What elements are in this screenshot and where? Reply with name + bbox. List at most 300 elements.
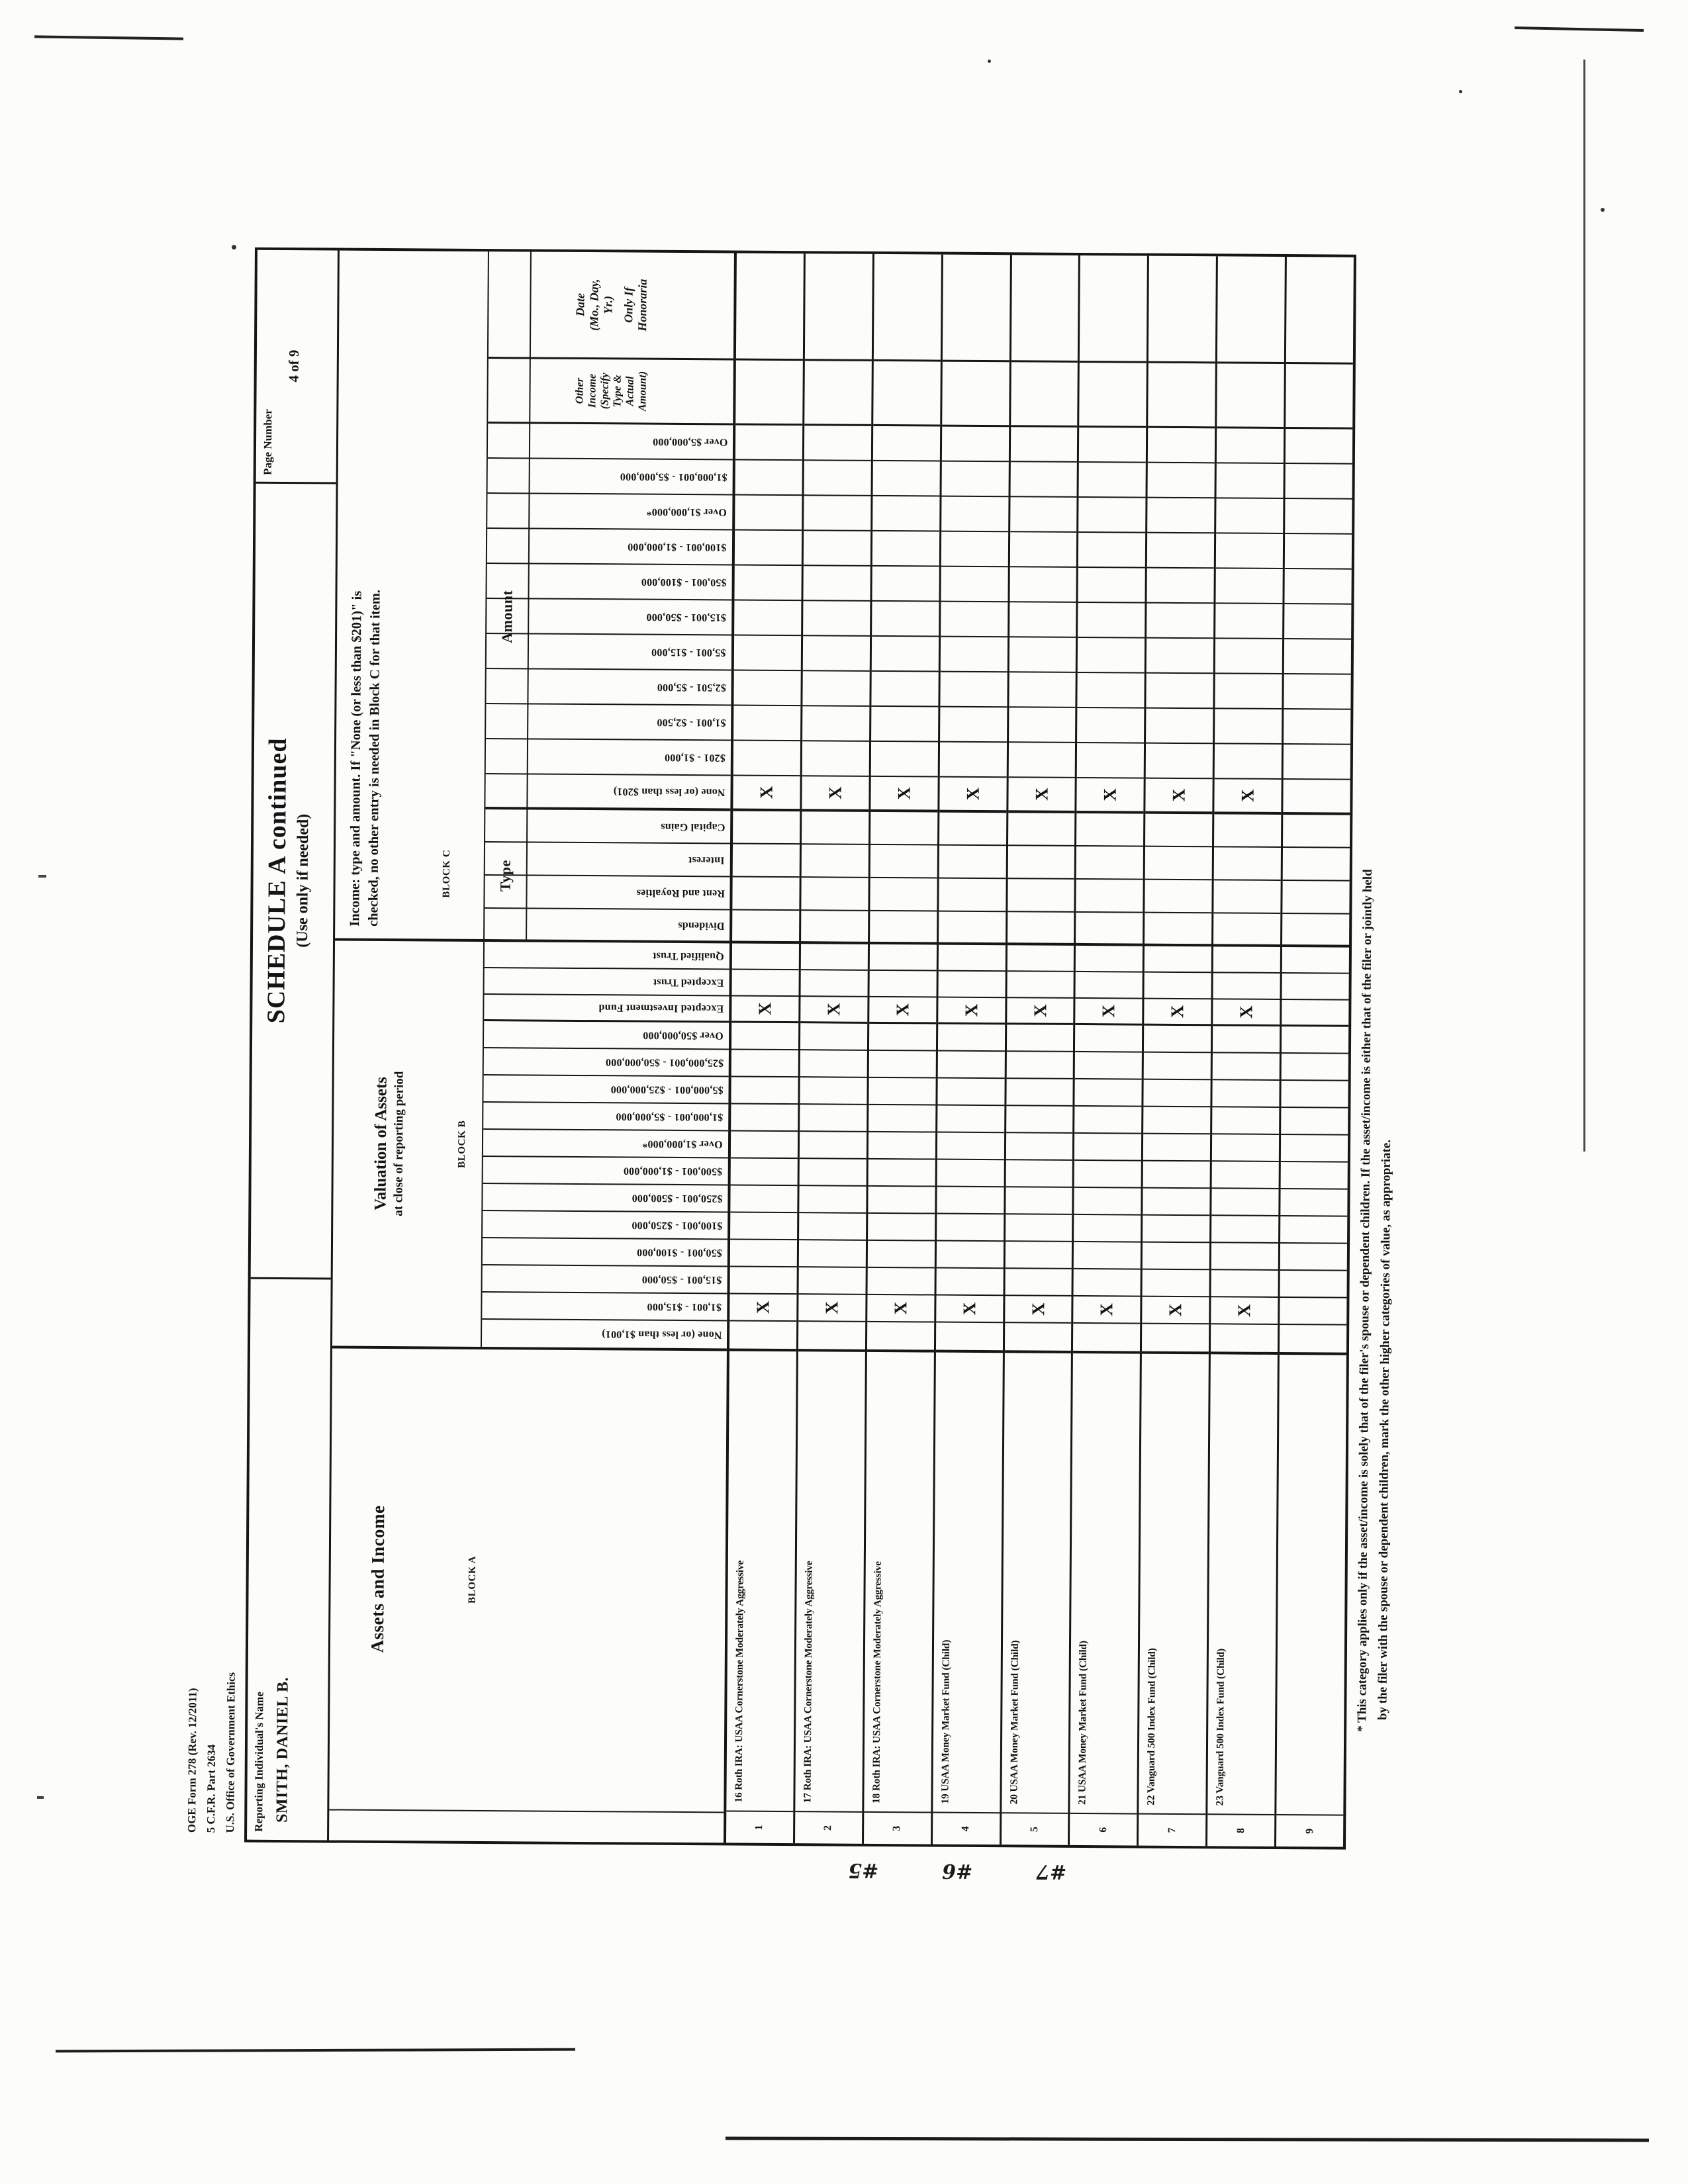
grid-cell-5-000-001-25-000-000 [868, 1078, 935, 1106]
grid-cell-1-001-2-500 [1215, 709, 1282, 745]
asset-name-cell [1002, 1350, 1072, 1814]
grid-cell-date [874, 254, 941, 362]
grid-cell-250-001-500-000 [799, 1186, 866, 1214]
x-mark-excepted-investment-fund: X [1007, 998, 1074, 1025]
grid-cell-excepted-trust [1213, 973, 1280, 1000]
grid-cell-1-000-001-5-000-000 [1143, 1107, 1210, 1135]
grid-cell-over-1-000-000 [1147, 498, 1214, 534]
asset-name-cell [1276, 1352, 1346, 1816]
grid-cell-1-001-2-500 [1009, 707, 1076, 743]
grid-cell-over-1-000-000 [1285, 499, 1352, 535]
grid-cell-over-50-000-000 [731, 1023, 798, 1050]
grid-cell-1-000-001-5-000-000 [868, 1105, 935, 1133]
grid-cell-250-001-500-000 [868, 1187, 935, 1214]
asset-name: 21 USAA Money Market Fund (Child) [1076, 1641, 1090, 1805]
grid-cell-201-1-000 [870, 742, 937, 778]
income-type-column-header-interest [485, 842, 730, 877]
other-income-header-line: Actual [623, 376, 636, 406]
handwritten-annotation: #7 [1036, 1860, 1067, 1884]
grid-cell-qualified-trust [1145, 946, 1211, 974]
x-mark-1-001-15-000: X [1074, 1297, 1141, 1324]
x-mark-none-or-less-than-201: X [1008, 778, 1075, 813]
grid-cell-other-income [942, 362, 1009, 428]
income-type-column-header-capital-gains [485, 809, 730, 844]
grid-cell-interest [1283, 848, 1350, 882]
form-id-header [182, 1672, 241, 1833]
income-type-group-header: Type [496, 860, 514, 892]
grid-cell-over-1-000-000 [1281, 1135, 1348, 1163]
scan-artifact-line [56, 2048, 575, 2053]
valuation-column-header-25-000-001-50-000-000 [484, 1048, 729, 1077]
date-column-header [489, 251, 734, 360]
grid-cell-250-001-500-000 [1074, 1188, 1141, 1216]
grid-cell-excepted-investment-fund [1282, 1000, 1348, 1027]
column-label: $100,001 - $250,000 [631, 1219, 723, 1232]
grid-cell-50-001-100-000 [734, 566, 801, 602]
grid-cell-date [1149, 256, 1216, 364]
scan-artifact-speck [988, 60, 991, 63]
grid-cell-over-5-000-000 [873, 426, 940, 462]
income-amount-column-header-5-001-15-000 [487, 634, 731, 670]
grid-cell-5-001-15-000 [1147, 639, 1213, 674]
grid-cell-other-income [1149, 363, 1216, 429]
column-label: Excepted Trust [653, 976, 724, 989]
grid-cell-15-001-50-000 [867, 1268, 934, 1296]
date-header-line: (Mo., Day, [586, 279, 601, 331]
grid-cell-15-001-50-000 [1215, 604, 1282, 639]
reporting-name-value: SMITH, DANIEL B. [273, 1676, 292, 1823]
scan-artifact-speck [38, 875, 46, 878]
grid-cell-15-001-50-000 [936, 1269, 1003, 1297]
grid-cell-1-001-2-500 [1077, 708, 1144, 744]
column-label: $500,001 - $1,000,000 [624, 1165, 723, 1177]
grid-cell-100-001-250-000 [1280, 1216, 1347, 1244]
column-label: $201 - $1,000 [664, 752, 726, 764]
grid-cell-1-000-001-5-000-000 [800, 1105, 867, 1132]
grid-cell-1-001-2-500 [733, 706, 800, 742]
row-number: 5 [1029, 1826, 1041, 1833]
grid-cell-250-001-500-000 [1280, 1189, 1347, 1217]
grid-cell-1-001-2-500 [940, 707, 1007, 743]
grid-cell-interest [1076, 846, 1143, 880]
grid-cell-1-000-001-5-000-000 [872, 461, 939, 497]
valuation-column-header-over-50-000-000 [484, 1021, 729, 1050]
grid-cell-250-001-500-000 [937, 1187, 1004, 1215]
grid-cell-50-001-100-000 [1005, 1242, 1072, 1269]
grid-cell-100-001-250-000 [799, 1213, 866, 1241]
column-label: Over $1,000,000* [646, 506, 727, 518]
grid-cell-none-or-less-than-1-001 [1073, 1324, 1140, 1351]
grid-cell-201-1-000 [1008, 743, 1075, 778]
grid-cell-over-1-000-000 [1212, 1134, 1279, 1162]
grid-cell-over-1-000-000 [1074, 1134, 1141, 1161]
grid-cell-over-1-000-000 [1216, 498, 1283, 534]
grid-cell-qualified-trust [732, 943, 799, 970]
grid-cell-interest [733, 844, 800, 878]
grid-cell-25-000-001-50-000-000 [868, 1051, 935, 1079]
x-mark-none-or-less-than-201: X [733, 776, 800, 812]
x-mark-1-001-15-000: X [936, 1296, 1003, 1324]
grid-cell-100-001-250-000 [1143, 1216, 1209, 1244]
x-mark-none-or-less-than-201: X [870, 777, 937, 813]
income-amount-column-header-1-001-2-500 [486, 704, 731, 741]
grid-cell-15-001-50-000 [1284, 604, 1351, 640]
asset-row [1207, 256, 1287, 1846]
grid-cell-other-income [735, 361, 803, 426]
grid-cell-500-001-1-000-000 [1281, 1162, 1348, 1190]
grid-cell-5-000-001-25-000-000 [1144, 1080, 1211, 1108]
income-amount-column-header-over-5-000-000 [488, 424, 733, 460]
column-label: $100,001 - $1,000,000 [628, 541, 727, 553]
column-label: $250,001 - $500,000 [632, 1192, 723, 1205]
grid-cell-rent-and-royalties [1008, 879, 1074, 913]
asset-name: 23 Vanguard 500 Index Fund (Child) [1214, 1648, 1227, 1806]
grid-cell-capital-gains [802, 811, 868, 845]
valuation-column-header-1-000-001-5-000-000 [483, 1103, 728, 1131]
grid-cell-5-001-15-000 [734, 636, 801, 672]
grid-cell-over-5-000-000 [1148, 428, 1215, 464]
grid-cell-interest [1214, 847, 1281, 881]
grid-cell-5-001-15-000 [1215, 639, 1282, 674]
column-label: Capital Gains [660, 821, 726, 833]
grid-cell-interest [1145, 847, 1212, 881]
column-header-band [329, 251, 737, 1843]
grid-cell-100-001-250-000 [730, 1212, 797, 1240]
grid-cell-5-001-15-000 [872, 637, 939, 672]
reporting-name-label: Reporting Individual's Name [252, 1692, 266, 1832]
asset-name: 22 Vanguard 500 Index Fund (Child) [1145, 1648, 1158, 1805]
grid-cell-capital-gains [1076, 813, 1143, 847]
grid-cell-2-501-5-000 [733, 671, 800, 707]
scan-artifact-speck [1601, 208, 1605, 212]
grid-cell-500-001-1-000-000 [868, 1160, 935, 1187]
grid-cell-excepted-trust [800, 970, 867, 997]
page-number-label: Page Number [261, 409, 275, 475]
grid-cell-500-001-1-000-000 [1006, 1160, 1072, 1188]
grid-cell-capital-gains [870, 812, 937, 846]
row-number: 1 [753, 1825, 765, 1831]
grid-cell-15-001-50-000 [1005, 1269, 1072, 1297]
grid-cell-qualified-trust [1213, 946, 1280, 974]
grid-cell-dividends [1213, 913, 1280, 947]
table-header-row [247, 250, 340, 1841]
block-c-header-cell [335, 251, 488, 942]
grid-cell-1-001-2-500 [802, 706, 869, 742]
x-mark-1-001-15-000: X [798, 1295, 865, 1322]
grid-cell-100-001-1-000-000 [735, 531, 802, 567]
asset-rows [726, 253, 1354, 1847]
block-b-c-header-area [332, 251, 734, 1349]
grid-cell-15-001-50-000 [941, 602, 1008, 638]
income-amount-column-header-50-001-100-000 [487, 564, 731, 600]
grid-cell-none-or-less-than-201 [1283, 780, 1350, 815]
grid-cell-15-001-50-000 [1074, 1269, 1141, 1297]
grid-cell-500-001-1-000-000 [1074, 1161, 1141, 1189]
grid-cell-over-50-000-000 [1007, 1024, 1074, 1052]
asset-name-cell [933, 1350, 1003, 1814]
valuation-column-header-excepted-trust [484, 968, 729, 996]
column-label: $5,000,001 - $25,000,000 [610, 1083, 724, 1096]
grid-cell-over-1-000-000 [941, 497, 1008, 533]
other-income-header-line: Other [573, 377, 586, 404]
block-c-instruction-line: Income: type and amount. If "None (or less than $201)" is [348, 590, 365, 927]
grid-cell-capital-gains [1214, 814, 1281, 848]
valuation-column-header-none-or-less-than-1-001 [482, 1320, 727, 1348]
grid-cell-over-5-000-000 [804, 426, 871, 461]
grid-cell-capital-gains [1283, 815, 1350, 848]
grid-cell-1-000-001-5-000-000 [1212, 1107, 1279, 1135]
grid-cell-100-001-1-000-000 [1078, 533, 1145, 569]
grid-cell-capital-gains [1145, 814, 1212, 848]
column-label: None (or less than $201) [613, 786, 726, 798]
column-label: $15,001 - $50,000 [641, 1274, 722, 1286]
grid-cell-none-or-less-than-1-001 [729, 1321, 796, 1349]
grid-cell-50-001-100-000 [1078, 568, 1145, 604]
grid-cell-1-001-2-500 [1284, 709, 1350, 745]
grid-cell-date [736, 253, 804, 361]
grid-cell-none-or-less-than-1-001 [1211, 1324, 1278, 1352]
grid-cell-1-000-001-5-000-000 [1006, 1106, 1073, 1134]
grid-cell-date [1217, 256, 1285, 364]
x-mark-excepted-investment-fund: X [800, 997, 867, 1024]
column-label: Interest [688, 854, 725, 866]
grid-cell-interest [1008, 846, 1074, 880]
row-number-column-header [329, 1809, 724, 1843]
column-label: $25,000,001 - $50,000,000 [605, 1056, 724, 1069]
asset-name: 18 Roth IRA: USAA Cornerstone Moderately Aggressive [870, 1561, 884, 1804]
grid-cell-50-001-100-000 [941, 567, 1008, 603]
grid-cell-1-000-001-5-000-000 [731, 1104, 798, 1132]
grid-cell-201-1-000 [939, 743, 1006, 778]
column-label: Dividends [677, 919, 725, 932]
income-amount-column-header-100-001-1-000-000 [487, 529, 732, 565]
grid-cell-15-001-50-000 [1280, 1271, 1347, 1298]
other-income-header-line: Type & [610, 375, 624, 408]
valuation-column-header-qualified-trust [485, 942, 729, 970]
row-number: 7 [1166, 1827, 1178, 1833]
grid-cell-over-5-000-000 [1217, 428, 1284, 464]
valuation-column-header-100-001-250-000 [483, 1211, 727, 1240]
grid-cell-2-501-5-000 [802, 671, 869, 707]
grid-cell-15-001-50-000 [872, 602, 939, 637]
column-label: Excepted Investment Fund [598, 1002, 724, 1015]
grid-cell-100-001-1-000-000 [941, 532, 1008, 568]
grid-cell-250-001-500-000 [1006, 1187, 1072, 1215]
other-income-header-line: (Specify [598, 373, 611, 410]
asset-name-cell [1208, 1351, 1278, 1815]
grid-cell-none-or-less-than-1-001 [1280, 1325, 1346, 1353]
grid-cell-over-1-000-000 [804, 496, 870, 531]
grid-cell-1-000-001-5-000-000 [1281, 1108, 1348, 1136]
grid-cell-201-1-000 [1146, 744, 1213, 780]
grid-cell-excepted-trust [1282, 974, 1349, 1001]
grid-cell-50-001-100-000 [803, 566, 870, 602]
block-c-label: BLOCK C [441, 849, 452, 898]
asset-name: 16 Roth IRA: USAA Cornerstone Moderately Aggressive [733, 1560, 746, 1803]
footnote [1352, 869, 1399, 1732]
grid-cell-5-001-15-000 [1009, 637, 1076, 673]
grid-cell-15-001-50-000 [730, 1267, 797, 1295]
grid-cell-over-5-000-000 [735, 426, 802, 461]
grid-cell-capital-gains [733, 811, 800, 844]
x-mark-excepted-investment-fund: X [938, 998, 1005, 1025]
grid-cell-dividends [1145, 913, 1211, 947]
grid-cell-100-001-250-000 [937, 1214, 1004, 1242]
x-mark-1-001-15-000: X [1005, 1296, 1072, 1324]
other-income-column-header [488, 359, 733, 425]
grid-cell-2-501-5-000 [1078, 673, 1145, 709]
grid-cell-500-001-1-000-000 [1143, 1161, 1210, 1189]
grid-cell-other-income [1217, 363, 1284, 429]
grid-cell-15-001-50-000 [734, 601, 801, 637]
grid-cell-excepted-trust [731, 970, 798, 997]
page-number-cell [256, 250, 338, 484]
grid-cell-50-001-100-000 [1074, 1242, 1141, 1270]
row-number: 8 [1235, 1828, 1246, 1834]
block-b-subtitle: at close of reporting period [391, 1071, 406, 1216]
row-number: 2 [822, 1825, 834, 1831]
handwritten-annotation: #5 [848, 1858, 879, 1882]
grid-cell-50-001-100-000 [1009, 567, 1076, 603]
grid-cell-1-000-001-5-000-000 [937, 1106, 1004, 1134]
column-label: $50,001 - $100,000 [636, 1247, 722, 1259]
asset-name-cell [726, 1348, 796, 1812]
asset-name-cell [864, 1349, 934, 1813]
grid-cell-qualified-trust [1076, 946, 1143, 973]
x-mark-excepted-investment-fund: X [731, 996, 798, 1023]
grid-cell-date [943, 255, 1010, 363]
income-amount-column-header-15-001-50-000 [487, 599, 731, 635]
income-type-column-header-rent-and-royalties [485, 876, 729, 910]
schedule-a-table [244, 248, 1356, 1850]
block-a-title: Assets and Income [367, 1505, 389, 1653]
grid-cell-excepted-trust [1076, 972, 1143, 999]
column-label: Over $1,000,000* [642, 1138, 724, 1150]
date-header-line: Honoraria [635, 279, 649, 332]
grid-cell-5-001-15-000 [1284, 639, 1351, 675]
column-label: None (or less than $1,001) [601, 1328, 722, 1341]
grid-cell-50-001-100-000 [1211, 1243, 1278, 1271]
grid-cell-1-000-001-5-000-000 [1010, 462, 1077, 498]
grid-cell-over-50-000-000 [869, 1024, 936, 1052]
page-subtitle: (Use only if needed) [293, 813, 312, 948]
grid-cell-201-1-000 [802, 741, 869, 777]
reporting-name-cell [247, 1277, 331, 1841]
grid-cell-5-000-001-25-000-000 [800, 1077, 867, 1105]
block-titles-strip [332, 251, 489, 1347]
grid-cell-date [805, 253, 872, 361]
grid-cell-qualified-trust [1007, 945, 1074, 972]
grid-cell-over-1-000-000 [937, 1133, 1004, 1161]
grid-cell-dividends [801, 911, 868, 944]
other-income-header-line: Income [585, 373, 598, 408]
column-label: $1,001 - $2,500 [656, 717, 726, 729]
grid-cell-qualified-trust [938, 945, 1005, 972]
grid-cell-1-000-001-5-000-000 [1079, 463, 1146, 498]
scan-artifact-speck [1459, 90, 1462, 93]
income-amount-column-header-over-1-000-000 [487, 494, 732, 530]
income-amount-column-header-2-501-5-000 [486, 669, 731, 705]
grid-cell-other-income [1011, 362, 1078, 428]
grid-cell-over-50-000-000 [1213, 1026, 1280, 1054]
scan-artifact-line [34, 35, 183, 40]
grid-cell-rent-and-royalties [801, 878, 868, 911]
grid-cell-100-001-1-000-000 [1009, 532, 1076, 568]
grid-cell-over-1-000-000 [1010, 497, 1077, 533]
grid-cell-50-001-100-000 [1216, 569, 1283, 604]
date-header-text [573, 279, 650, 332]
page-title: SCHEDULE A continued [262, 737, 293, 1024]
valuation-column-header-over-1-000-000 [483, 1130, 728, 1158]
grid-cell-201-1-000 [1077, 743, 1144, 779]
page-number-value: 4 of 9 [285, 349, 302, 383]
grid-cell-rent-and-royalties [732, 877, 799, 911]
grid-cell-over-1-000-000 [1079, 498, 1146, 533]
column-label: $1,001 - $15,000 [647, 1301, 722, 1313]
valuation-column-header-250-001-500-000 [483, 1184, 727, 1212]
footnote-line: * This category applies only if the asset/income is solely that of the filer's spouse or dependent children. If the asset/income is either that of the filer or jointly held [1355, 869, 1375, 1732]
grid-cell-100-001-1-000-000 [1216, 533, 1283, 569]
grid-cell-25-000-001-50-000-000 [731, 1050, 798, 1077]
scan-artifact-page-edge [1583, 60, 1585, 1152]
grid-cell-5-000-001-25-000-000 [1075, 1079, 1142, 1107]
asset-name-cell [1070, 1351, 1141, 1815]
grid-cell-none-or-less-than-1-001 [936, 1323, 1003, 1351]
grid-cell-other-income [1286, 364, 1353, 430]
income-amount-column-header-201-1-000 [486, 739, 731, 776]
form-id-line: OGE Form 278 (Rev. 12/2011) [185, 1688, 199, 1833]
asset-row [795, 253, 874, 1844]
grid-cell-5-000-001-25-000-000 [1213, 1080, 1280, 1108]
asset-row [1139, 256, 1218, 1846]
grid-cell-rent-and-royalties [1214, 880, 1281, 914]
column-label: $5,001 - $15,000 [651, 647, 726, 659]
valuation-column-header-excepted-investment-fund [484, 995, 729, 1023]
schedule-a-form [181, 247, 1406, 1884]
grid-cell-2-501-5-000 [871, 672, 938, 707]
grid-cell-50-001-100-000 [799, 1240, 866, 1268]
grid-cell-2-501-5-000 [1147, 674, 1213, 709]
grid-cell-50-001-100-000 [868, 1241, 935, 1269]
grid-cell-over-5-000-000 [1010, 427, 1077, 463]
x-mark-1-001-15-000: X [1211, 1297, 1278, 1325]
column-label-row [482, 251, 734, 1348]
column-label: $1,000,001 - $5,000,000 [616, 1111, 724, 1123]
grid-cell-none-or-less-than-1-001 [1142, 1324, 1209, 1352]
grid-cell-15-001-50-000 [1009, 602, 1076, 638]
asset-row [1070, 255, 1149, 1846]
grid-cell-excepted-trust [1145, 973, 1211, 1000]
asset-row [933, 255, 1012, 1845]
grid-cell-100-001-1-000-000 [872, 531, 939, 567]
x-mark-excepted-investment-fund: X [1213, 999, 1280, 1026]
grid-cell-over-1-000-000 [800, 1132, 867, 1160]
grid-cell-2-501-5-000 [940, 672, 1007, 708]
grid-cell-1-000-001-5-000-000 [1217, 463, 1284, 499]
form-id-line: 5 C.F.R. Part 2634 [205, 1744, 218, 1833]
grid-cell-capital-gains [939, 813, 1006, 846]
grid-cell-qualified-trust [1282, 947, 1349, 974]
row-number: 3 [891, 1825, 903, 1831]
grid-cell-15-001-50-000 [1211, 1270, 1278, 1298]
grid-cell-over-1-000-000 [1006, 1133, 1072, 1161]
valuation-column-header-5-000-001-25-000-000 [483, 1075, 728, 1104]
grid-cell-none-or-less-than-1-001 [867, 1322, 934, 1350]
grid-cell-date [1080, 255, 1147, 363]
grid-cell-100-001-250-000 [868, 1214, 935, 1242]
grid-cell-50-001-100-000 [936, 1242, 1003, 1269]
grid-cell-over-50-000-000 [800, 1023, 867, 1051]
